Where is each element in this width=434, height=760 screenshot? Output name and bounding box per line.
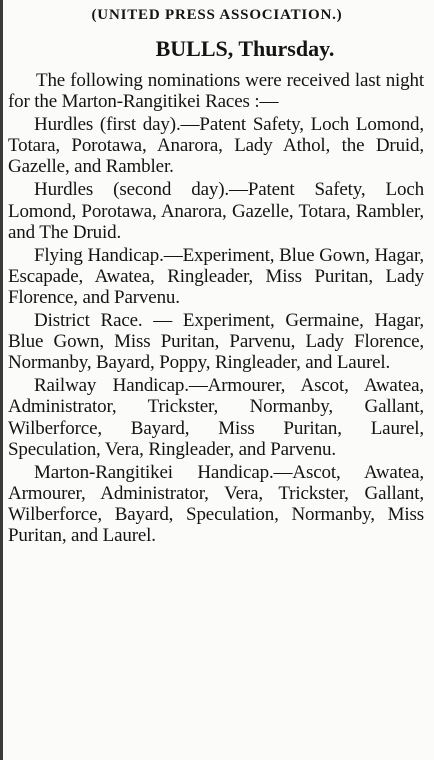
dateline: BULLS, Thursday. (155, 36, 335, 61)
nominations-flying-handicap: Flying Handicap.—Experiment, Blue Gown, Hagar, Escapade, Awatea, Ringleader, Miss Puritan, Lady Florence, and Parvenu. (8, 244, 424, 308)
column-rule (0, 0, 3, 760)
nominations-marton-rangitikei-handicap: Marton-Rangitikei Handicap.—Ascot, Awatea, Armourer, Administrator, Vera, Trickster, Gallant, Wilberforce, Bayard, Speculation, Normanby, Miss Puritan, and Laurel. (8, 461, 424, 546)
nominations-railway-handicap: Railway Handicap.—Armourer, Ascot, Awatea, Administrator, Trickster, Normanby, Gallant, Wilberforce, Bayard, Miss Puritan, Laurel, Speculation, Vera, Ringleader, and Parvenu. (8, 375, 424, 460)
agency-credit: (UNITED PRESS ASSOCIATION.) (91, 7, 343, 23)
nominations-district-race: District Race. — Experiment, Germaine, Hagar, Blue Gown, Miss Puritan, Parvenu, Lady Florence, Normanby, Bayard, Poppy, Ringleader, and Laurel. (8, 310, 424, 374)
intro-paragraph: The following nominations were received last night for the Marton-Rangitikei Races :— (8, 70, 424, 113)
nominations-hurdles-second-day: Hurdles (second day).—Patent Safety, Loch Lomond, Porotawa, Anarora, Gazelle, Totara, Rambler, and The Druid. (8, 179, 424, 243)
news-column (6, 0, 428, 760)
nominations-hurdles-first-day: Hurdles (first day).—Patent Safety, Loch Lomond, Totara, Porotawa, Anarora, Lady Athol, the Druid, Gazelle, and Rambler. (8, 114, 424, 178)
story-body (8, 70, 424, 548)
